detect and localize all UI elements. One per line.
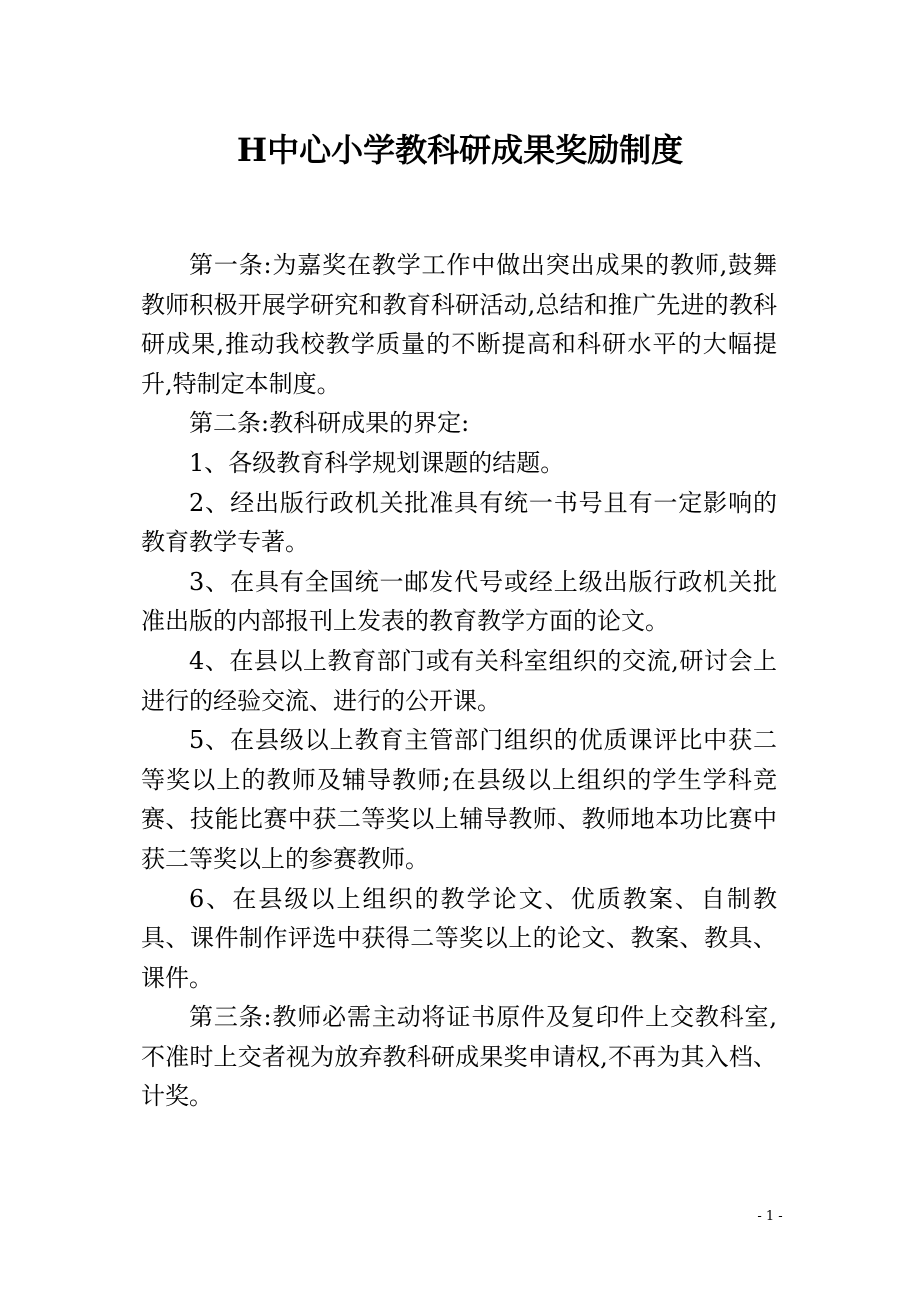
list-item-5: 5、在县级以上教育主管部门组织的优质课评比中获二等奖以上的教师及辅导教师;在县级以上组织的学生学科竞赛、技能比赛中获二等奖以上辅导教师、教师地本功比赛中获二等奖以上的参赛教师。 bbox=[141, 726, 777, 873]
article-2-heading: 第二条:教科研成果的界定: bbox=[189, 409, 470, 438]
page-number: - 1 - bbox=[757, 1209, 783, 1224]
document-body bbox=[141, 246, 777, 1117]
list-item-2: 2、经出版行政机关批准具有统一书号且有一定影响的教育教学专著。 bbox=[141, 488, 777, 557]
article-1-paragraph: 第一条:为嘉奖在教学工作中做出突出成果的教师,鼓舞教师积极开展学研究和教育科研活动,总结和推广先进的教科研成果,推动我校教学质量的不断提高和科研水平的大幅提升,特制定本制度。 bbox=[141, 251, 777, 398]
list-item-3: 3、在具有全国统一邮发代号或经上级出版行政机关批准出版的内部报刊上发表的教育教学方面的论文。 bbox=[141, 567, 777, 636]
list-item-1: 1、各级教育科学规划课题的结题。 bbox=[189, 448, 565, 477]
list-item-6: 6、在县级以上组织的教学论文、优质教案、自制教具、课件制作评选中获得二等奖以上的论文、教案、教具、课件。 bbox=[141, 884, 777, 992]
document-title: H中心小学教科研成果奖励制度 bbox=[236, 131, 684, 169]
article-3-paragraph: 第三条:教师必需主动将证书原件及复印件上交教科室,不准时上交者视为放弃教科研成果奖申请权,不再为其入档、计奖。 bbox=[141, 1003, 777, 1111]
list-item-4: 4、在县以上教育部门或有关科室组织的交流,研讨会上进行的经验交流、进行的公开课。 bbox=[141, 646, 777, 715]
